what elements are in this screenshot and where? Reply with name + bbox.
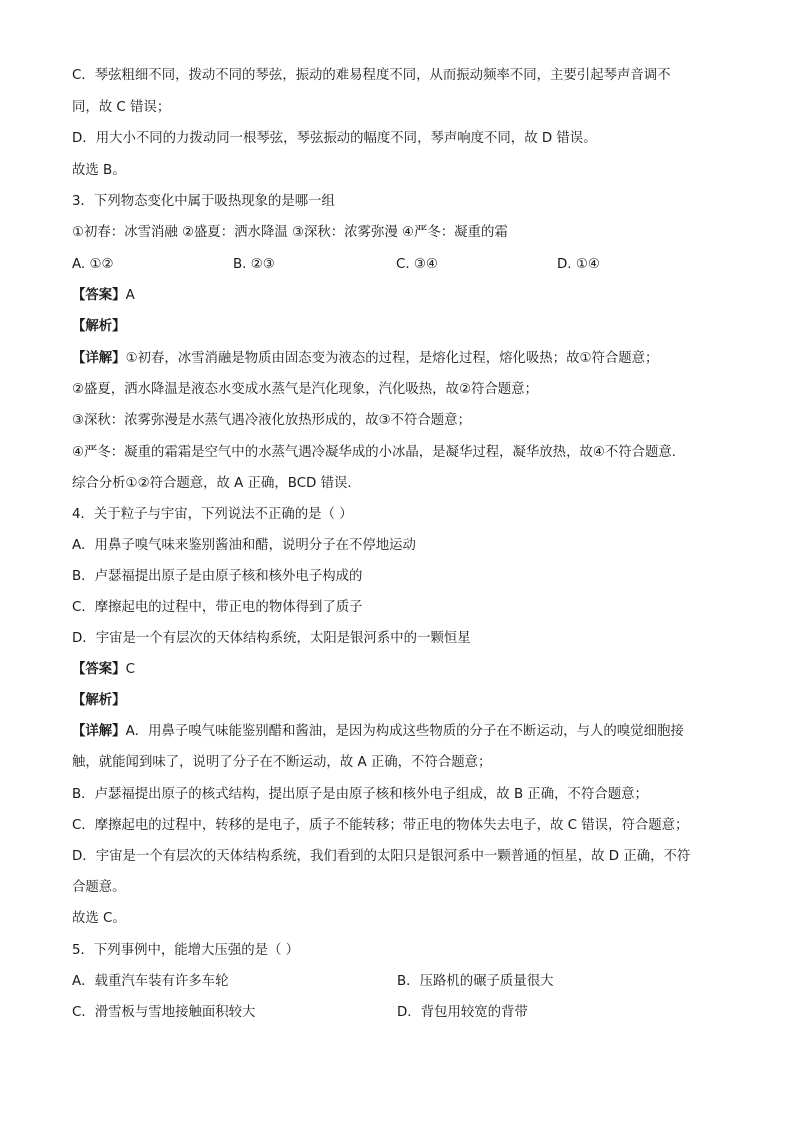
q4-detail-line1 <box>72 723 684 741</box>
detail-tag: 【详解】 <box>72 351 126 366</box>
q2-final-choice: 故选 B。 <box>72 163 126 178</box>
q3-option-c: C. ③④ <box>396 257 438 272</box>
q4-detail-line2: 触，就能闻到味了，说明了分子在不断运动，故 A 正确，不符合题意； <box>72 755 492 770</box>
q3-detail-line5: 综合分析①②符合题意，故 A 正确，BCD 错误． <box>72 476 361 491</box>
q3-option-a: A. ①② <box>72 257 114 272</box>
q4-final-choice: 故选 C。 <box>72 911 126 926</box>
q4-option-c: C．摩擦起电的过程中，带正电的物体得到了质子 <box>72 600 363 615</box>
q5-option-a: A．载重汽车装有许多车轮 <box>72 974 229 989</box>
q4-option-a: A．用鼻子嗅气味来鉴别酱油和醋，说明分子在不停地运动 <box>72 538 416 553</box>
q4-answer-line <box>72 661 135 679</box>
q3-detail-line3: ③深秋：浓雾弥漫是水蒸气遇冷液化放热形成的，故③不符合题意； <box>72 413 471 428</box>
q3-answer: A <box>125 288 135 303</box>
q5-option-b: B．压路机的碾子质量很大 <box>397 974 554 989</box>
q2-option-c-explanation-line1: C．琴弦粗细不同，拨动不同的琴弦，振动的难易程度不同，从而振动频率不同，主要引起琴声音调不 <box>72 68 671 83</box>
q4-detail-text1: A．用鼻子嗅气味能鉴别醋和酱油，是因为构成这些物质的分子在不断运动，与人的嗅觉细胞接 <box>125 724 684 739</box>
q4-detail-line3: B．卢瑟福提出原子的核式结构，提出原子是由原子核和核外电子组成，故 B 正确，不符合题意； <box>72 787 648 802</box>
q4-option-b: B．卢瑟福提出原子是由原子核和核外电子构成的 <box>72 569 363 584</box>
q3-option-b: B. ②③ <box>233 257 275 272</box>
q4-detail-line4: C．摩擦起电的过程中，转移的是电子，质子不能转移；带正电的物体失去电子，故 C 错误，符合题意； <box>72 818 689 833</box>
q3-detail-line2: ②盛夏，洒水降温是液态水变成水蒸气是汽化现象，汽化吸热，故②符合题意； <box>72 382 538 397</box>
q4-stem: 4．关于粒子与宇宙，下列说法不正确的是（ ） <box>72 507 353 522</box>
q3-detail-line4: ④严冬：凝重的霜霜是空气中的水蒸气遇冷凝华成的小冰晶，是凝华过程，凝华放热，故④不符合题意． <box>72 445 686 460</box>
answer-tag: 【答案】 <box>72 662 126 677</box>
q5-stem: 5．下列事例中，能增大压强的是（ ） <box>72 943 300 958</box>
q3-items: ①初春：冰雪消融 ②盛夏：洒水降温 ③深秋：浓雾弥漫 ④严冬：凝重的霜 <box>72 225 508 240</box>
q4-detail-line6: 合题意。 <box>72 880 126 895</box>
q3-detail-line1 <box>72 350 658 368</box>
q3-answer-line <box>72 287 135 305</box>
q3-detail-text1: ①初春，冰雪消融是物质由固态变为液态的过程，是熔化过程，熔化吸热；故①符合题意； <box>125 351 659 366</box>
q4-detail-line5: D．宇宙是一个有层次的天体结构系统，我们看到的太阳只是银河系中一颗普通的恒星，故 D 正确，不符 <box>72 849 691 864</box>
q4-option-d: D．宇宙是一个有层次的天体结构系统，太阳是银河系中的一颗恒星 <box>72 631 471 646</box>
q5-option-d: D．背包用较宽的背带 <box>397 1005 528 1020</box>
q3-analysis-line <box>72 318 126 336</box>
q5-option-c: C．滑雪板与雪地接触面积较大 <box>72 1005 256 1020</box>
answer-tag: 【答案】 <box>72 288 126 303</box>
q3-option-d: D. ①④ <box>557 257 600 272</box>
q2-option-d-explanation: D．用大小不同的力拨动同一根琴弦，琴弦振动的幅度不同，琴声响度不同，故 D 错误。 <box>72 131 597 146</box>
q4-analysis-line <box>72 692 126 710</box>
analysis-tag: 【解析】 <box>72 693 126 708</box>
analysis-tag: 【解析】 <box>72 319 126 334</box>
detail-tag: 【详解】 <box>72 724 126 739</box>
q2-option-c-explanation-line2: 同，故 C 错误； <box>72 100 171 115</box>
q4-answer: C <box>125 662 135 677</box>
q3-stem: 3．下列物态变化中属于吸热现象的是哪一组 <box>72 194 335 209</box>
